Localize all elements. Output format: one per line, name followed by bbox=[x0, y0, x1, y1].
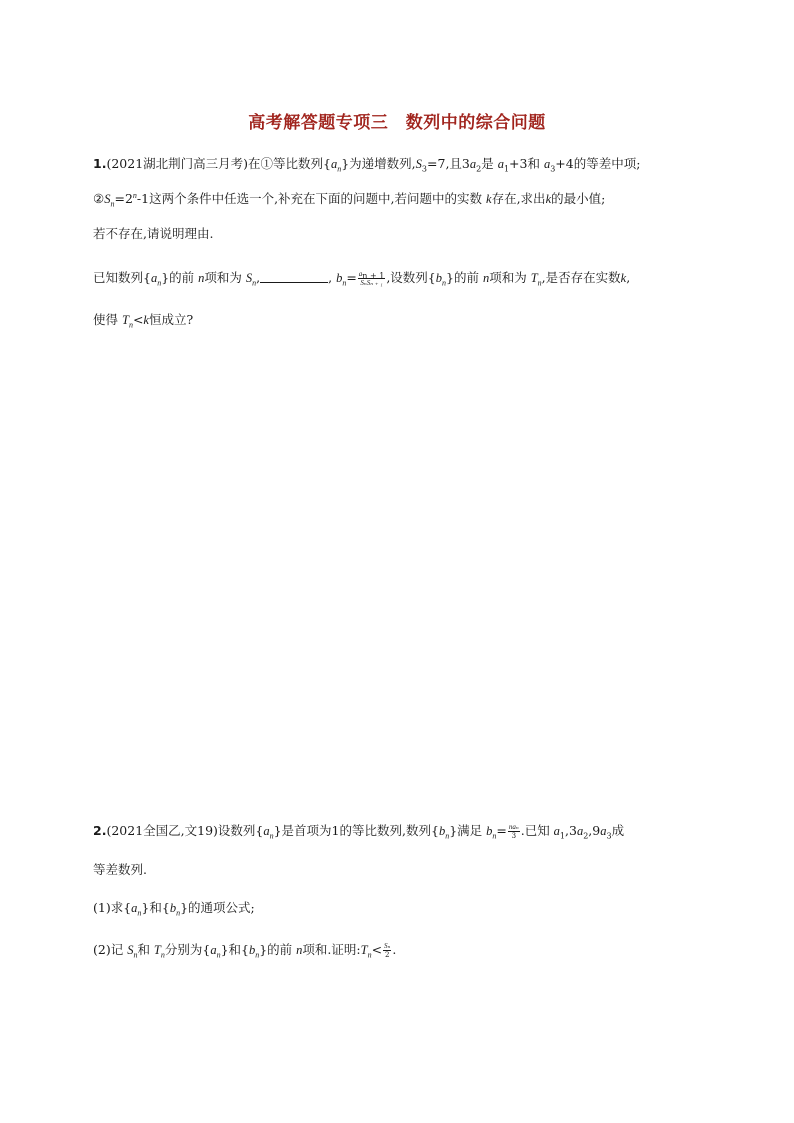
subscript: n bbox=[128, 320, 133, 330]
subscript: n bbox=[342, 278, 347, 288]
var: n bbox=[296, 943, 303, 957]
text: }为递增数列, bbox=[341, 156, 416, 171]
subscript: n bbox=[337, 164, 342, 174]
fraction bbox=[358, 270, 386, 287]
text: }的通项公式; bbox=[180, 900, 255, 915]
subscript: 3 bbox=[550, 164, 556, 174]
superscript: n bbox=[132, 190, 137, 200]
text: .已知 bbox=[520, 823, 554, 838]
text: 项和为 bbox=[204, 270, 246, 285]
subscript: n bbox=[110, 199, 115, 209]
text: }和{ bbox=[141, 900, 170, 915]
subscript: n bbox=[133, 950, 138, 960]
var: S bbox=[127, 943, 134, 957]
subscript: n bbox=[137, 908, 142, 918]
var: k bbox=[545, 192, 552, 206]
var: b bbox=[248, 943, 256, 957]
var: b bbox=[486, 824, 493, 838]
fill-in-blank[interactable] bbox=[260, 270, 328, 283]
question-number: 1. bbox=[93, 156, 107, 171]
fraction-numerator bbox=[358, 270, 386, 279]
text: = bbox=[346, 270, 357, 285]
text: ,9 bbox=[588, 823, 601, 838]
subscript: n bbox=[537, 278, 542, 288]
subscript: n bbox=[216, 950, 221, 960]
subscript: n bbox=[252, 278, 257, 288]
text: 的最小值; bbox=[551, 191, 606, 206]
subscript: n bbox=[176, 908, 181, 918]
var: T bbox=[360, 943, 368, 957]
question-number: 2. bbox=[93, 823, 107, 838]
subscript: n bbox=[157, 278, 162, 288]
text: 和 bbox=[137, 942, 154, 957]
subscript: n bbox=[160, 950, 165, 960]
var: b bbox=[438, 824, 446, 838]
text: . bbox=[392, 942, 397, 957]
subscript: n bbox=[269, 831, 274, 841]
var: a bbox=[553, 824, 560, 838]
var: a bbox=[131, 901, 138, 915]
text: < bbox=[132, 312, 144, 327]
text: 恒成立? bbox=[148, 312, 194, 327]
var: a bbox=[576, 824, 584, 838]
var: b bbox=[435, 271, 443, 285]
var: b bbox=[169, 901, 177, 915]
var: k bbox=[486, 192, 492, 206]
subscript: n bbox=[367, 950, 372, 960]
text: =7,且3 bbox=[427, 156, 470, 171]
text: =2 bbox=[114, 191, 133, 206]
text: 分别为{ bbox=[164, 942, 211, 957]
q2-line-4 bbox=[93, 942, 396, 959]
var: S bbox=[415, 157, 422, 171]
text: ,设数列{ bbox=[386, 270, 436, 285]
text: }是首项为1的等比数列,数列{ bbox=[273, 823, 439, 838]
text: }的前 bbox=[161, 270, 199, 285]
text: -1这两个条件中任选一个,补充在下面的问题中,若问题中的实数 bbox=[136, 191, 487, 206]
text: }和{ bbox=[220, 942, 249, 957]
subscript: 3 bbox=[606, 831, 612, 841]
q1-line-5 bbox=[93, 312, 193, 328]
text: }的前 bbox=[446, 270, 483, 285]
text: (2021湖北荆门高三月考)在①等比数列{ bbox=[106, 156, 331, 171]
text: +4的等差中项; bbox=[555, 156, 641, 171]
text: , bbox=[256, 270, 261, 285]
subscript: n bbox=[442, 278, 447, 288]
text: 使得 bbox=[93, 312, 122, 327]
q2-line-2: 等差数列. bbox=[93, 862, 147, 877]
var: a bbox=[358, 270, 363, 278]
var: T bbox=[530, 271, 538, 285]
text: = bbox=[496, 823, 507, 838]
text: 存在,求出 bbox=[491, 191, 546, 206]
var: T bbox=[153, 943, 161, 957]
var: a bbox=[497, 157, 504, 171]
var: a bbox=[210, 943, 217, 957]
text: 项和.证明: bbox=[302, 942, 361, 957]
fraction-denominator: 2 bbox=[384, 951, 390, 959]
var: n bbox=[482, 271, 490, 285]
text: 项和为 bbox=[489, 270, 531, 285]
text: (2021全国乙,文19)设数列{ bbox=[106, 823, 264, 838]
var: k bbox=[620, 271, 627, 285]
text: }的前 bbox=[259, 942, 297, 957]
subscript: n bbox=[445, 831, 450, 841]
text: , bbox=[626, 270, 631, 285]
text: , bbox=[328, 270, 337, 285]
subscript: n bbox=[255, 950, 260, 960]
text: 是 bbox=[481, 156, 498, 171]
var: a bbox=[469, 157, 477, 171]
text: (2)记 bbox=[93, 942, 128, 957]
q1-line-3: 若不存在,请说明理由. bbox=[93, 226, 214, 241]
fraction bbox=[508, 823, 520, 840]
text: 成 bbox=[611, 823, 625, 838]
q1-line-2 bbox=[93, 191, 605, 207]
var: a bbox=[543, 157, 551, 171]
fraction-denominator: 3 bbox=[511, 832, 517, 840]
q1-line-1 bbox=[93, 156, 640, 172]
subscript: n bbox=[492, 831, 497, 841]
var: k bbox=[143, 313, 149, 327]
subscript: 1 bbox=[559, 831, 566, 841]
text: (1)求{ bbox=[93, 900, 132, 915]
fraction-denominator: SₙSₙ ₊ ₁ bbox=[360, 279, 383, 287]
text: ② bbox=[93, 191, 105, 206]
fraction-numerator: naₙ bbox=[508, 823, 519, 831]
var: S bbox=[104, 192, 111, 206]
fraction-numerator: Sₙ bbox=[384, 942, 391, 950]
text: ,3 bbox=[565, 823, 577, 838]
text: +3和 bbox=[509, 156, 544, 171]
subscript: 2 bbox=[583, 831, 589, 841]
var: b bbox=[336, 271, 343, 285]
subscript: 2 bbox=[476, 164, 482, 174]
text: }满足 bbox=[449, 823, 487, 838]
page-title: 高考解答题专项三 数列中的综合问题 bbox=[248, 113, 546, 133]
var: S bbox=[245, 271, 253, 285]
q2-line-1 bbox=[93, 823, 624, 840]
var: a bbox=[330, 157, 338, 171]
fraction bbox=[383, 942, 391, 959]
var: a bbox=[600, 824, 607, 838]
subscript: n + 1 bbox=[362, 271, 385, 281]
q1-line-4 bbox=[93, 270, 630, 287]
var: a bbox=[263, 824, 270, 838]
text: 已知数列{ bbox=[93, 270, 151, 285]
var: T bbox=[121, 313, 129, 327]
text: < bbox=[371, 942, 383, 957]
q2-line-3 bbox=[93, 900, 255, 916]
var: n bbox=[198, 271, 205, 285]
var: a bbox=[150, 271, 158, 285]
subscript: 1 bbox=[503, 164, 510, 174]
subscript: 3 bbox=[421, 164, 428, 174]
text: ,是否存在实数 bbox=[541, 270, 621, 285]
